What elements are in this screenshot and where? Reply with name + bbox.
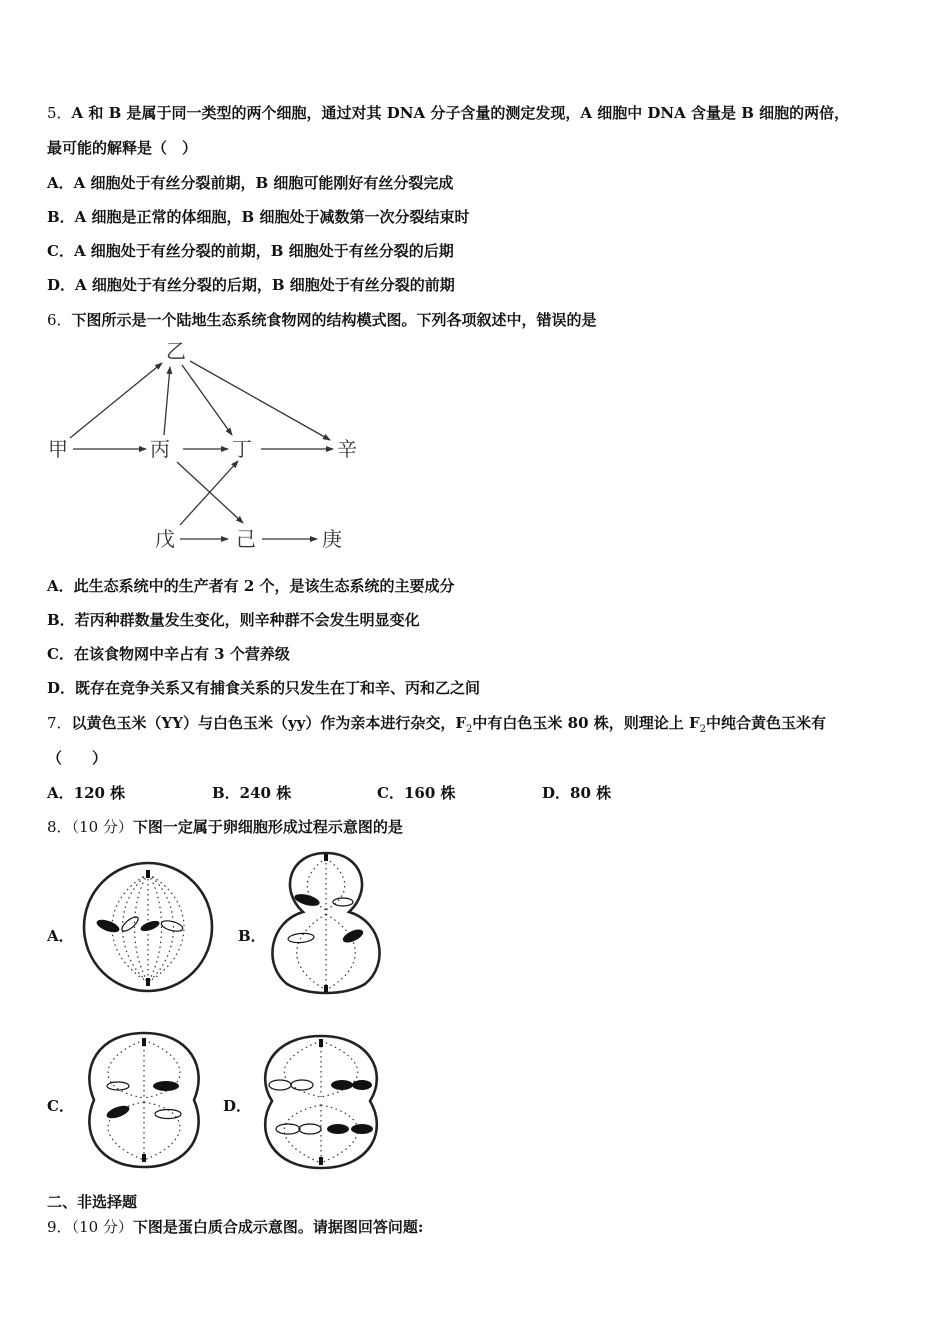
node-ji: 己 xyxy=(236,527,256,551)
question-9-stem: 9．（10 分）下图是蛋白质合成示意图。请据图回答问题: xyxy=(47,1218,424,1236)
question-5-option-a: A．A 细胞处于有丝分裂前期，B 细胞可能刚好有丝分裂完成 xyxy=(47,174,454,192)
question-5-option-c: C．A 细胞处于有丝分裂的前期，B 细胞处于有丝分裂的后期 xyxy=(47,242,454,260)
node-geng: 庚 xyxy=(322,527,342,551)
question-8-score: （10 分） xyxy=(71,818,133,836)
question-5-option-d: D．A 细胞处于有丝分裂的后期，B 细胞处于有丝分裂的前期 xyxy=(47,276,455,294)
arrow-yi-xin xyxy=(190,361,330,440)
question-5-option-b: B．A 细胞是正常的体细胞，B 细胞处于减数第一次分裂结束时 xyxy=(47,208,470,226)
cell-diagram-c xyxy=(80,1030,208,1170)
arrow-jia-yi xyxy=(70,363,162,438)
question-7-stem: 7．以黄色玉米（YY）与白色玉米（yy）作为亲本进行杂交，$F_2$中有白色玉米 80 株，则理论上 $F_2$中纯合黄色玉米有 xyxy=(47,714,827,735)
cell-option-label-d: D． xyxy=(223,1097,252,1115)
question-5-number: 5． xyxy=(47,104,72,122)
question-7-option-a: A．120 株 xyxy=(47,784,126,802)
arrow-wu-ding xyxy=(180,461,238,525)
question-9-score: （10 分） xyxy=(71,1218,133,1236)
question-7-option-d: D．80 株 xyxy=(542,784,612,802)
question-6-stem: 6．下图所示是一个陆地生态系统食物网的结构模式图。下列各项叙述中，错误的是 xyxy=(47,311,597,329)
cell-diagram-b xyxy=(265,850,387,996)
node-ding: 丁 xyxy=(232,437,252,461)
question-5-stem-continued: 最可能的解释是（ ） xyxy=(47,139,198,157)
node-xin: 辛 xyxy=(337,437,357,461)
question-7-blank: （ ） xyxy=(47,749,108,767)
node-wu: 戊 xyxy=(155,527,175,551)
question-7-option-b: B．240 株 xyxy=(212,784,292,802)
node-jia: 甲 xyxy=(48,437,68,461)
question-6-number: 6． xyxy=(47,311,72,329)
cell-diagram-a xyxy=(80,860,216,994)
question-8-number: 8． xyxy=(47,818,72,836)
cell-option-label-b: B． xyxy=(238,927,266,945)
question-7-option-c: C．160 株 xyxy=(377,784,456,802)
food-web-diagram xyxy=(40,335,370,560)
question-8-stem: 8．（10 分）下图一定属于卵细胞形成过程示意图的是 xyxy=(47,818,403,836)
question-7-number: 7． xyxy=(47,714,72,732)
node-bing: 丙 xyxy=(150,437,170,461)
question-6-option-a: A．此生态系统中的生产者有 2 个，是该生态系统的主要成分 xyxy=(47,577,455,595)
question-6-option-d: D．既存在竞争关系又有捕食关系的只发生在丁和辛、丙和乙之间 xyxy=(47,679,481,697)
question-6-option-c: C．在该食物网中辛占有 3 个营养级 xyxy=(47,645,290,663)
arrow-bing-yi xyxy=(164,367,170,435)
cell-diagram-d xyxy=(258,1033,384,1171)
node-yi: 乙 xyxy=(166,339,186,363)
question-6-option-b: B．若丙种群数量发生变化，则辛种群不会发生明显变化 xyxy=(47,611,420,629)
section-title: 二、非选择题 xyxy=(47,1193,138,1211)
arrow-yi-ding xyxy=(182,365,232,435)
cell-option-label-a: A． xyxy=(47,927,74,945)
cell-option-label-c: C． xyxy=(47,1097,74,1115)
question-5-stem: 5．A 和 B 是属于同一类型的两个细胞，通过对其 DNA 分子含量的测定发现，A 细胞中 DNA 含量是 B 细胞的两倍， xyxy=(47,104,850,122)
question-9-number: 9． xyxy=(47,1218,72,1236)
